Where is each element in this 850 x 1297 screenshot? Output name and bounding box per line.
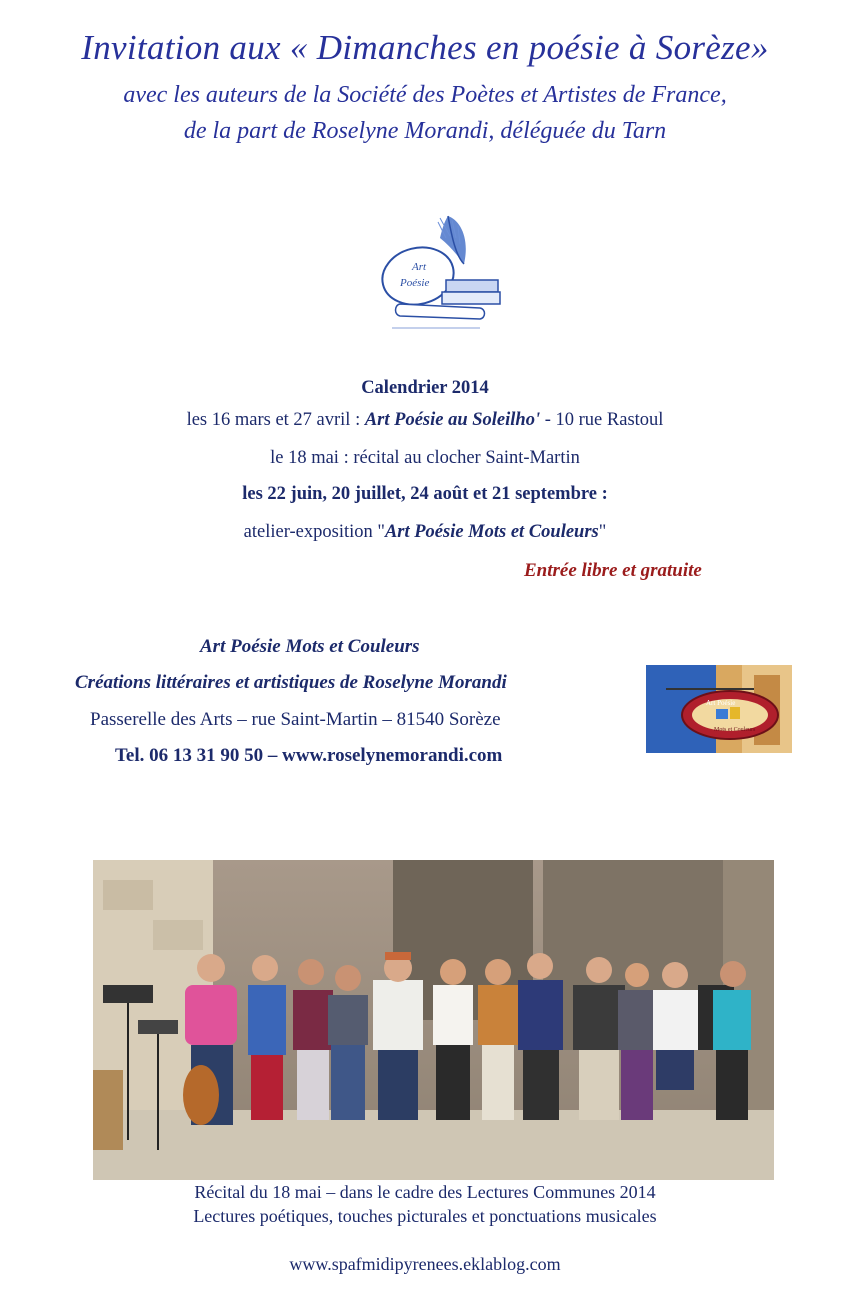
contact-address: Passerelle des Arts – rue Saint-Martin – 81540 Sorèze [90, 709, 501, 730]
invitation-sender: de la part de Roselyne Morandi, déléguée du Tarn [183, 118, 667, 144]
calendar-line-1-event: Art Poésie au Soleilho' [364, 410, 541, 430]
contact-subtitle: Créations littéraires et artistiques de Roselyne Morandi [75, 672, 507, 693]
sign-text-1: Art Poésie [706, 699, 736, 707]
calendar-line-1-suffix: - 10 rue Rastoul [540, 410, 664, 430]
group-photo [93, 860, 774, 1180]
contact-phone-web: Tel. 06 13 31 90 50 – www.roselynemorandi.com [115, 745, 503, 766]
calendar-line-3: les 22 juin, 20 juillet, 24 août et 21 septembre : [242, 484, 608, 504]
art-poesie-logo [360, 208, 510, 343]
calendar-line-1-prefix: les 16 mars et 27 avril : [186, 410, 365, 430]
calendar-line-4-event: Art Poésie Mots et Couleurs [384, 522, 599, 542]
shop-sign-photo [646, 665, 792, 753]
sign-text-2: Mots et Couleurs [714, 727, 756, 733]
calendar-line-4-suffix: " [598, 522, 607, 542]
footer-website-link[interactable]: www.spafmidipyrenees.eklablog.com [289, 1254, 561, 1274]
invitation-subtitle: avec les auteurs de la Société des Poètes et Artistes de France, [123, 82, 727, 108]
photo-caption-2: Lectures poétiques, touches picturales et ponctuations musicales [193, 1206, 657, 1226]
calendar-line-4-prefix: atelier-exposition " [243, 522, 385, 542]
invitation-title: Invitation aux « Dimanches en poésie à Sorèze» [81, 28, 769, 67]
calendar-line-1 [0, 410, 850, 431]
calendar-line-2: le 18 mai : récital au clocher Saint-Martin [270, 448, 580, 468]
contact-name: Art Poésie Mots et Couleurs [200, 636, 420, 657]
entry-free-notice: Entrée libre et gratuite [524, 560, 702, 581]
calendar-line-4 [0, 522, 850, 543]
calendar-title: Calendrier 2014 [361, 378, 489, 398]
logo-text-poesie: Poésie [400, 277, 430, 289]
photo-caption-1: Récital du 18 mai – dans le cadre des Lectures Communes 2014 [194, 1182, 656, 1202]
logo-text-art: Art [412, 261, 427, 273]
